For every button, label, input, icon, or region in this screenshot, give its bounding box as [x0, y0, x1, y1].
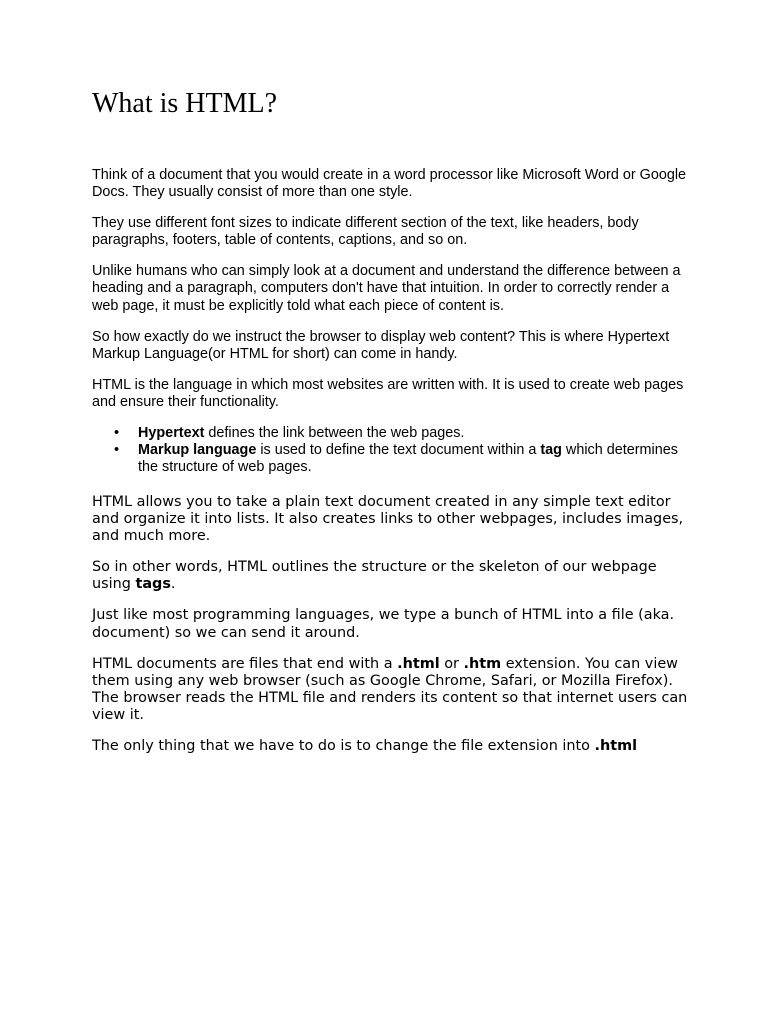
paragraph-font-sizes: They use different font sizes to indicate different section of the text, like headers, body paragraphs, footers, table of contents, captions, and so on.	[92, 215, 639, 249]
paragraph-change-extension-text: The only thing that we have to do is to change the file extension into	[92, 738, 595, 755]
paragraph-instruct-browser: So how exactly do we instruct the browser to display web content? This is where Hypertext Markup Language(or HTML for short) can come in handy.	[92, 328, 670, 362]
document-body-serif-section	[92, 167, 692, 493]
paragraph-file-extensions	[92, 656, 692, 724]
definition-list	[92, 425, 692, 477]
paragraph-plain-text: HTML allows you to take a plain text document created in any simple text editor and organize it into lists. It also creates links to other webpages, includes images, and much more.	[92, 494, 684, 545]
definition-hypertext: defines the link between the web pages.	[204, 424, 465, 441]
extension-html-final: .html	[594, 738, 638, 755]
paragraph-file-extensions-text-a: HTML documents are files that end with a	[92, 655, 398, 672]
definition-markup-language-a: is used to define the text document within a	[256, 442, 541, 459]
paragraph-file-extensions-text-c: extension. You can view them using any web browser (such as Google Chrome, Safari, or Mozilla Firefox). The browser reads the HTML file and renders its content so that internet users can view it.	[92, 655, 688, 723]
paragraph-word-processor: Think of a document that you would create in a word processor like Microsoft Word or Google Docs. They usually consist of more than one style.	[92, 167, 687, 201]
paragraph-structure-end: .	[170, 576, 176, 593]
bullet-icon: •	[114, 424, 120, 441]
definition-markup-language-b: which determines the structure of web pages.	[138, 442, 678, 476]
paragraph-humans-vs-computers: Unlike humans who can simply look at a document and understand the difference between a heading and a paragraph, computers don't have that intuition. In order to correctly render a web page, it must be explicitly told what each piece of content is.	[92, 263, 681, 314]
paragraph-programming-languages: Just like most programming languages, we type a bunch of HTML into a file (aka. document) so we can send it around.	[92, 607, 675, 641]
extension-html: .html	[397, 655, 440, 672]
term-tag: tag	[540, 442, 562, 459]
page-title: What is HTML?	[92, 88, 278, 119]
list-item-markup-language	[114, 442, 692, 477]
bullet-icon: •	[114, 442, 120, 459]
term-tags: tags	[135, 576, 171, 593]
paragraph-structure	[92, 559, 692, 593]
paragraph-html-language: HTML is the language in which most websites are written with. It is used to create web pages and ensure their functionality.	[92, 376, 684, 410]
paragraph-file-extensions-text-b: or	[439, 655, 464, 672]
term-hypertext: Hypertext	[138, 424, 205, 441]
list-item-hypertext	[114, 424, 692, 442]
document-body-sans-section	[92, 494, 692, 769]
extension-htm: .htm	[463, 655, 502, 672]
term-markup-language: Markup language	[138, 442, 257, 459]
paragraph-structure-text: So in other words, HTML outlines the structure or the skeleton of our webpage using	[92, 559, 657, 593]
paragraph-change-extension	[92, 738, 692, 755]
